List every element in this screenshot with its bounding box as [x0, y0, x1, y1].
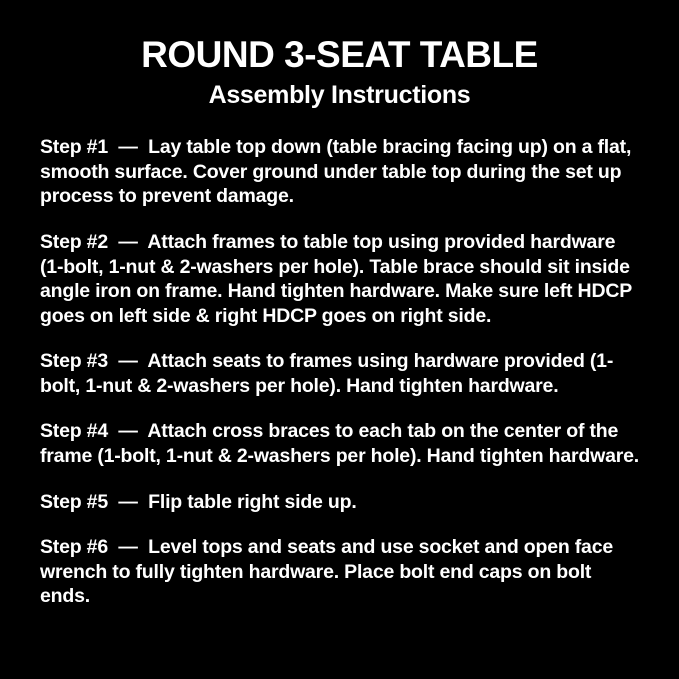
steps-list [40, 135, 639, 608]
step-2-paragraph: Step #2 — Attach frames to table top using provided hardware (1-bolt, 1-nut & 2-washers per hole). Table brace should sit inside angle iron on frame. Hand tighten hardware. Make sure left HDCP goes on left side & right HDCP goes on right side. [40, 231, 637, 327]
page-title: ROUND 3-SEAT TABLE [141, 34, 538, 75]
step-5-paragraph: Step #5 — Flip table right side up. [40, 490, 357, 513]
step-4-paragraph: Step #4 — Attach cross braces to each tab on the center of the frame (1-bolt, 1-nut & 2-washers per hole). Hand tighten hardware. [40, 420, 639, 467]
step-1-paragraph: Step #1 — Lay table top down (table bracing facing up) on a flat, smooth surface. Cover ground under table top during the set up process to prevent damage. [40, 136, 637, 208]
page-subtitle: Assembly Instructions [208, 80, 471, 109]
step-3-paragraph: Step #3 — Attach seats to frames using hardware provided (1-bolt, 1-nut & 2-washers per hole). Hand tighten hardware. [40, 350, 614, 397]
step-6-paragraph: Step #6 — Level tops and seats and use socket and open face wrench to fully tighten hardware. Place bolt end caps on bolt ends. [40, 536, 619, 608]
